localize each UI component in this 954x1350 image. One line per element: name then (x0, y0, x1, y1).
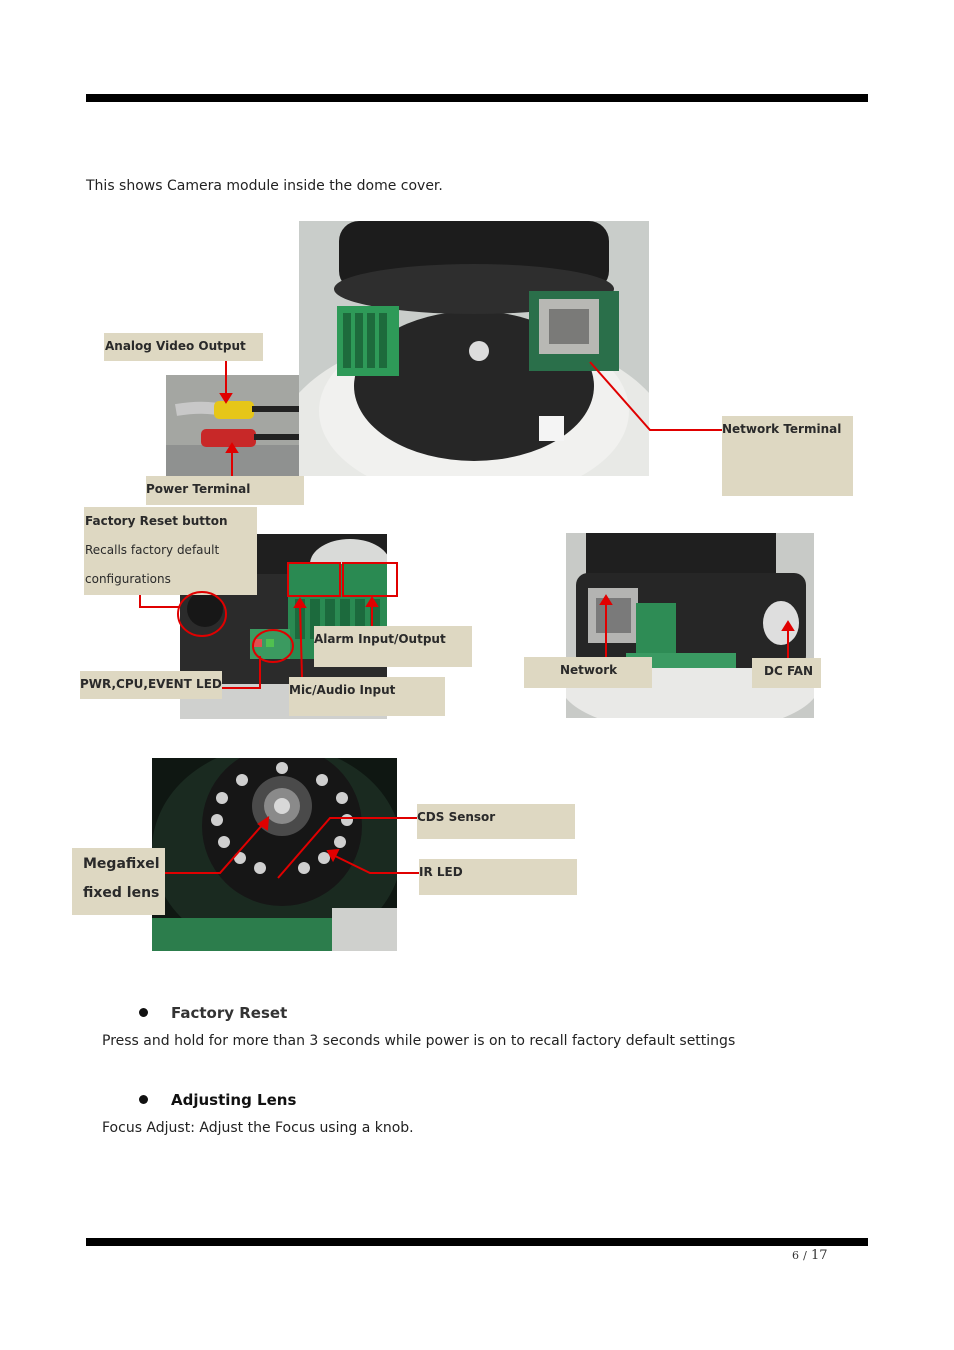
page-separator: / (803, 1249, 807, 1262)
bullet-adjusting-lens (139, 1095, 148, 1104)
page-total: 17 (811, 1248, 828, 1263)
intro-text: This shows Camera module inside the dome cover. (86, 178, 443, 194)
label-analog-video-output: Analog Video Output (104, 333, 263, 361)
label-cds-sensor: CDS Sensor (417, 804, 575, 839)
heading-adjusting-lens: Adjusting Lens (171, 1091, 297, 1109)
factory-reset-title: Factory Reset button (85, 514, 228, 528)
label-ir-led: IR LED (419, 859, 577, 895)
page-current: 6 (792, 1249, 799, 1262)
label-network-terminal: Network Terminal (722, 416, 853, 496)
label-mic-audio-input: Mic/Audio Input (289, 677, 445, 716)
photo-network-side (566, 533, 814, 718)
lens-line1: Megafixel (83, 856, 160, 872)
callout-factory-reset (140, 595, 180, 607)
factory-reset-line2: configurations (85, 572, 171, 586)
photo-lens-ir (152, 758, 397, 951)
factory-reset-line1: Recalls factory default (85, 543, 220, 557)
body-adjusting-lens: Focus Adjust: Adjust the Focus using a knob. (102, 1120, 414, 1136)
footer-rule (86, 1238, 868, 1246)
label-network: Network (524, 657, 652, 688)
photo-dome-top (299, 221, 649, 476)
lens-line2: fixed lens (83, 885, 160, 901)
bullet-factory-reset (139, 1008, 148, 1017)
label-dc-fan: DC FAN (752, 658, 821, 688)
heading-factory-reset: Factory Reset (171, 1004, 288, 1022)
label-factory-reset-button (84, 507, 257, 595)
label-alarm-io: Alarm Input/Output (314, 626, 472, 667)
photo-cable-connectors (166, 375, 299, 476)
label-megafixel-lens (72, 848, 165, 915)
header-rule (86, 94, 868, 102)
page-number (792, 1248, 828, 1263)
label-power-terminal: Power Terminal (146, 476, 304, 505)
body-factory-reset: Press and hold for more than 3 seconds while power is on to recall factory default settings (102, 1033, 736, 1049)
label-pwr-cpu-event-led: PWR,CPU,EVENT LED (80, 671, 222, 699)
